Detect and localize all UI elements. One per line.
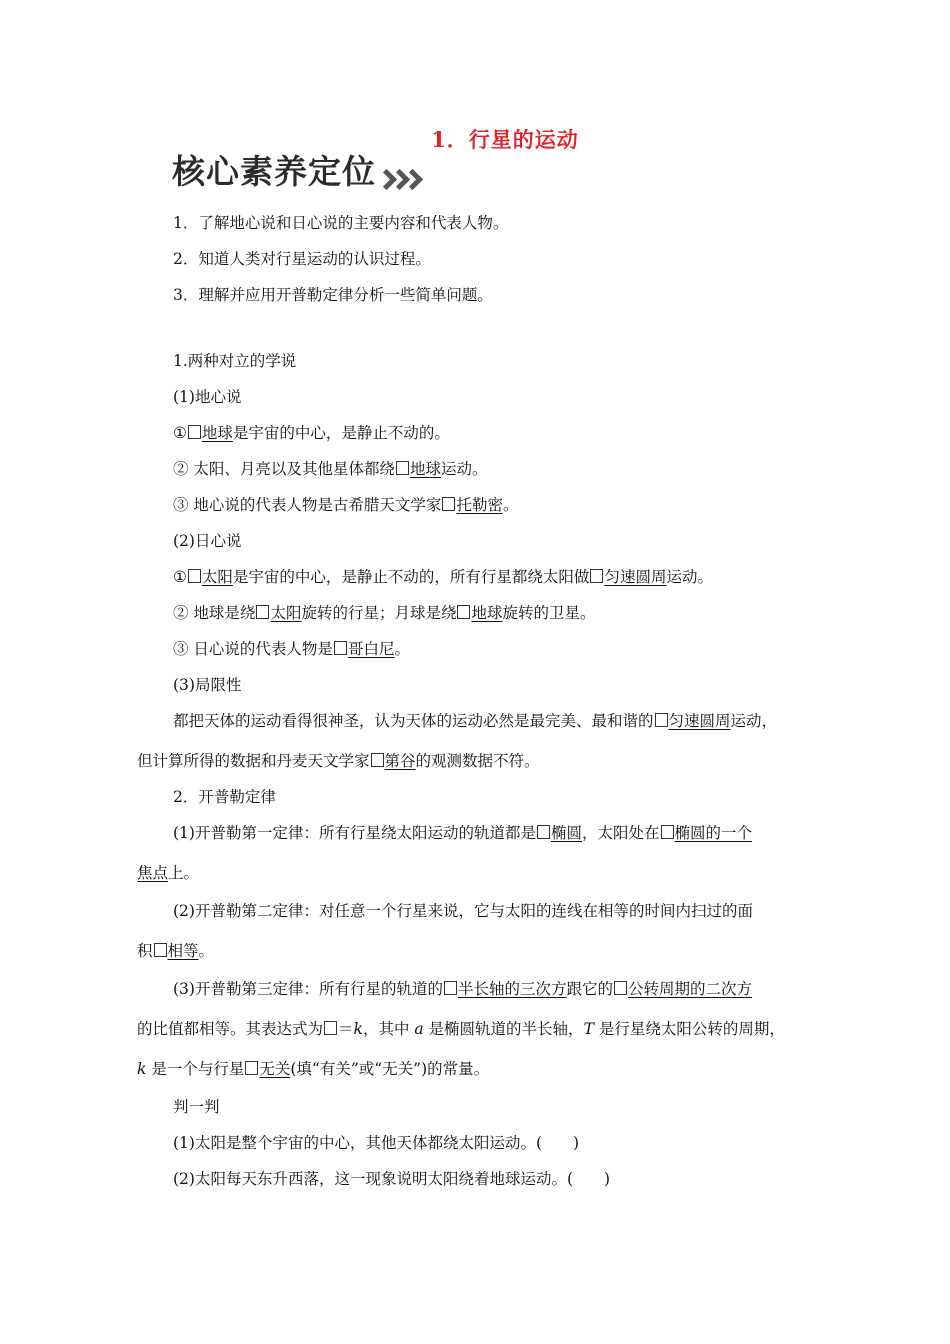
section-heading: 2．开普勒定律 — [173, 788, 276, 806]
answer-blank: 无关 — [259, 1060, 291, 1078]
answer-box-icon — [256, 605, 269, 619]
answer-box-icon — [334, 641, 347, 655]
text-line: (2)开普勒第二定律：对任意一个行星来说，它与太阳的连线在相等的时间内扫过的面 — [173, 902, 753, 920]
text-line: 的比值都相等。其表达式为 ＝k，其中 a 是椭圆轨道的半长轴，T 是行星绕太阳公转的周期， — [137, 1020, 785, 1038]
section-banner — [172, 148, 419, 192]
answer-blank: 椭圆的一个 — [674, 824, 753, 842]
text-line: ① 太阳是宇宙的中心，是静止不动的，所有行星都绕太阳做 匀速圆周运动。 — [173, 568, 713, 586]
subsection-heading: (1)地心说 — [173, 388, 242, 406]
text-line: (1)开普勒第一定律：所有行星绕太阳运动的轨道都是 椭圆，太阳处在 椭圆的一个 — [173, 824, 753, 842]
subsection-heading: (2)日心说 — [173, 532, 242, 550]
text-line: ② 太阳、月亮以及其他星体都绕 地球运动。 — [173, 460, 488, 478]
text-line: ③ 地心说的代表人物是古希腊天文学家 托勒密。 — [173, 496, 519, 514]
chevron-arrows-icon — [380, 168, 419, 188]
answer-blank: 椭圆 — [550, 824, 582, 842]
answer-blank: 公转周期的二次方 — [628, 980, 753, 998]
text-line: 都把天体的运动看得很神圣，认为天体的运动必然是最完美、最和谐的 匀速圆周运动， — [173, 712, 778, 730]
answer-box-icon — [661, 825, 674, 839]
answer-blank: 焦点 — [137, 864, 169, 882]
objective-item: 1．了解地心说和日心说的主要内容和代表人物。 — [173, 214, 509, 232]
answer-box-icon — [371, 753, 384, 767]
answer-box-icon — [457, 605, 470, 619]
section-heading: 1.两种对立的学说 — [173, 352, 297, 370]
section-heading: 判一判 — [173, 1098, 220, 1116]
banner-title: 核心素养定位 — [172, 152, 376, 191]
answer-box-icon — [444, 981, 457, 995]
answer-box-icon — [154, 943, 167, 957]
subsection-heading: (3)局限性 — [173, 676, 242, 694]
text-line: ③ 日心说的代表人物是 哥白尼。 — [173, 640, 410, 658]
text-line: (3)开普勒第三定律：所有行星的轨道的 半长轴的三次方跟它的 公转周期的二次方 — [173, 980, 753, 998]
objective-item: 3．理解并应用开普勒定律分析一些简单问题。 — [173, 286, 493, 304]
answer-blank: 第谷 — [384, 752, 416, 770]
answer-box-icon — [442, 497, 455, 511]
answer-box-icon — [655, 713, 668, 727]
question-item: (1)太阳是整个宇宙的中心，其他天体都绕太阳运动。( ) — [173, 1134, 580, 1152]
answer-blank: 托勒密 — [456, 496, 503, 514]
text-line: k 是一个与行星 无关(填“有关”或“无关”)的常量。 — [137, 1060, 490, 1078]
answer-blank: 相等 — [167, 942, 199, 960]
question-item: (2)太阳每天东升西落，这一现象说明太阳绕着地球运动。( ) — [173, 1170, 611, 1188]
text-line: 焦点上。 — [137, 864, 200, 882]
answer-blank: 太阳 — [270, 604, 302, 622]
answer-blank: 半长轴的三次方 — [457, 980, 567, 998]
answer-blank: 匀速圆周 — [604, 568, 667, 586]
objective-item: 2．知道人类对行星运动的认识过程。 — [173, 250, 431, 268]
answer-box-icon — [396, 461, 409, 475]
answer-blank: 地球 — [471, 604, 503, 622]
text-line: ① 地球是宇宙的中心，是静止不动的。 — [173, 424, 450, 442]
answer-box-icon — [590, 569, 603, 583]
page-title: 1．行星的运动 — [431, 127, 579, 152]
text-line: ② 地球是绕 太阳旋转的行星；月球是绕 地球旋转的卫星。 — [173, 604, 596, 622]
answer-box-icon — [188, 569, 201, 583]
answer-box-icon — [188, 425, 201, 439]
answer-blank: 地球 — [201, 424, 233, 442]
answer-box-icon — [537, 825, 550, 839]
answer-blank: 太阳 — [201, 568, 233, 586]
answer-blank: 哥白尼 — [347, 640, 395, 658]
answer-blank: 匀速圆周 — [668, 712, 731, 730]
formula-box-icon — [324, 1021, 337, 1035]
answer-box-icon — [614, 981, 627, 995]
text-line: 积 相等。 — [137, 942, 215, 960]
answer-box-icon — [245, 1061, 258, 1075]
text-line: 但计算所得的数据和丹麦天文学家 第谷的观测数据不符。 — [137, 752, 540, 770]
answer-blank: 地球 — [409, 460, 441, 478]
